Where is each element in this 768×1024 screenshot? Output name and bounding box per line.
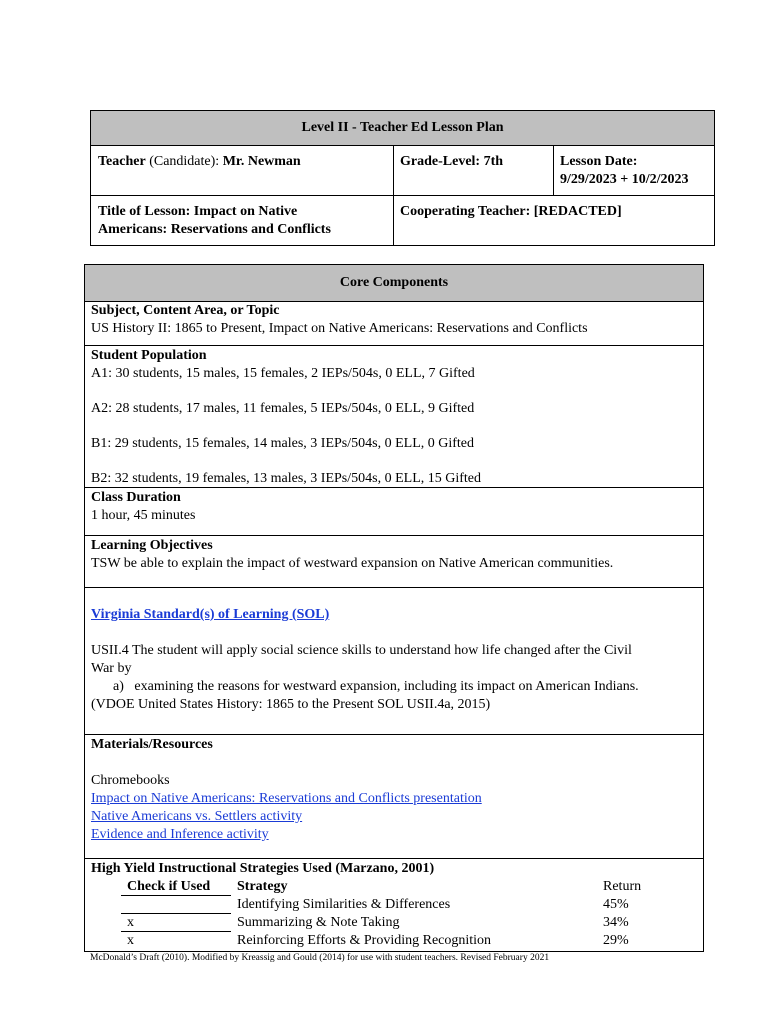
- col-check-header: Check if Used: [127, 879, 211, 894]
- subject-section: Subject, Content Area, or Topic US History II: 1865 to Present, Impact on Native Americans: Reservations and Conflicts: [85, 301, 703, 346]
- settlers-activity-link[interactable]: Native Americans vs. Settlers activity: [91, 809, 303, 824]
- teacher-cell: Teacher (Candidate): Mr. Newman: [98, 154, 301, 169]
- materials-section: Materials/Resources Chromebooks Impact on Native Americans: Reservations and Conflicts presentation Native Americans vs. Settlers activity Evidence and Inference activity: [85, 735, 703, 859]
- core-components-title: Core Components: [85, 265, 703, 302]
- col-return-header: Return: [603, 879, 642, 894]
- lesson-plan-title: Level II - Teacher Ed Lesson Plan: [91, 111, 714, 146]
- sol-section: Virginia Standard(s) of Learning (SOL) USII.4 The student will apply social science skills to understand how life changed after the Civil War by a) examining the reasons for westward expansion, including its impact on American Indians. (VDOE United States History: 1865 to the Present SOL USII.4a, 2015): [85, 588, 703, 735]
- cooperating-teacher: Cooperating Teacher: [REDACTED]: [400, 204, 622, 219]
- lesson-plan-header-table: [90, 110, 715, 246]
- strategy-check[interactable]: x: [127, 933, 134, 948]
- footer-credit: McDonald’s Draft (2010). Modified by Kreassig and Gould (2014) for use with student teachers. Revised February 2021: [90, 953, 550, 963]
- class-duration-section: Class Duration 1 hour, 45 minutes: [85, 488, 703, 536]
- population-row: A2: 28 students, 17 males, 11 females, 5 IEPs/504s, 0 ELL, 9 Gifted: [91, 401, 475, 416]
- strategy-check[interactable]: x: [127, 915, 134, 930]
- strategy-name: Reinforcing Efforts & Providing Recognition: [237, 933, 492, 948]
- strategies-section: High Yield Instructional Strategies Used (Marzano, 2001): [91, 861, 435, 876]
- strategy-return: 45%: [603, 897, 629, 912]
- student-population-section: Student Population A1: 30 students, 15 males, 15 females, 2 IEPs/504s, 0 ELL, 7 Gifted A2: 28 students, 17 males, 11 females, 5 IEPs/504s, 0 ELL, 9 Gifted B1: 29 students, 15 females, 14 males, 3 IEPs/504s, 0 ELL, 0 Gifted B2: 32 students, 19 females, 13 males, 3 IEPs/504s, 0 ELL, 15 Gifted: [85, 346, 703, 488]
- col-strategy-header: Strategy: [237, 879, 288, 894]
- strategy-return: 34%: [603, 915, 629, 930]
- population-row: B2: 32 students, 19 females, 13 males, 3 IEPs/504s, 0 ELL, 15 Gifted: [91, 471, 482, 486]
- population-row: A1: 30 students, 15 males, 15 females, 2 IEPs/504s, 0 ELL, 7 Gifted: [91, 366, 475, 381]
- core-components-table: [84, 264, 704, 952]
- population-row: B1: 29 students, 15 females, 14 males, 3 IEPs/504s, 0 ELL, 0 Gifted: [91, 436, 475, 451]
- lesson-date: Lesson Date: 9/29/2023 + 10/2/2023: [560, 154, 689, 187]
- learning-objectives-section: Learning Objectives TSW be able to explain the impact of westward expansion on Native American communities.: [85, 536, 703, 588]
- presentation-link[interactable]: Impact on Native Americans: Reservations and Conflicts presentation: [91, 791, 482, 806]
- evidence-activity-link[interactable]: Evidence and Inference activity: [91, 827, 269, 842]
- sol-link[interactable]: Virginia Standard(s) of Learning (SOL): [91, 607, 330, 622]
- strategy-name: Summarizing & Note Taking: [237, 915, 400, 930]
- strategy-name: Identifying Similarities & Differences: [237, 897, 451, 912]
- grade-level: Grade-Level: 7th: [400, 154, 504, 169]
- strategy-return: 29%: [603, 933, 629, 948]
- lesson-title: Title of Lesson: Impact on Native Americans: Reservations and Conflicts: [98, 204, 331, 237]
